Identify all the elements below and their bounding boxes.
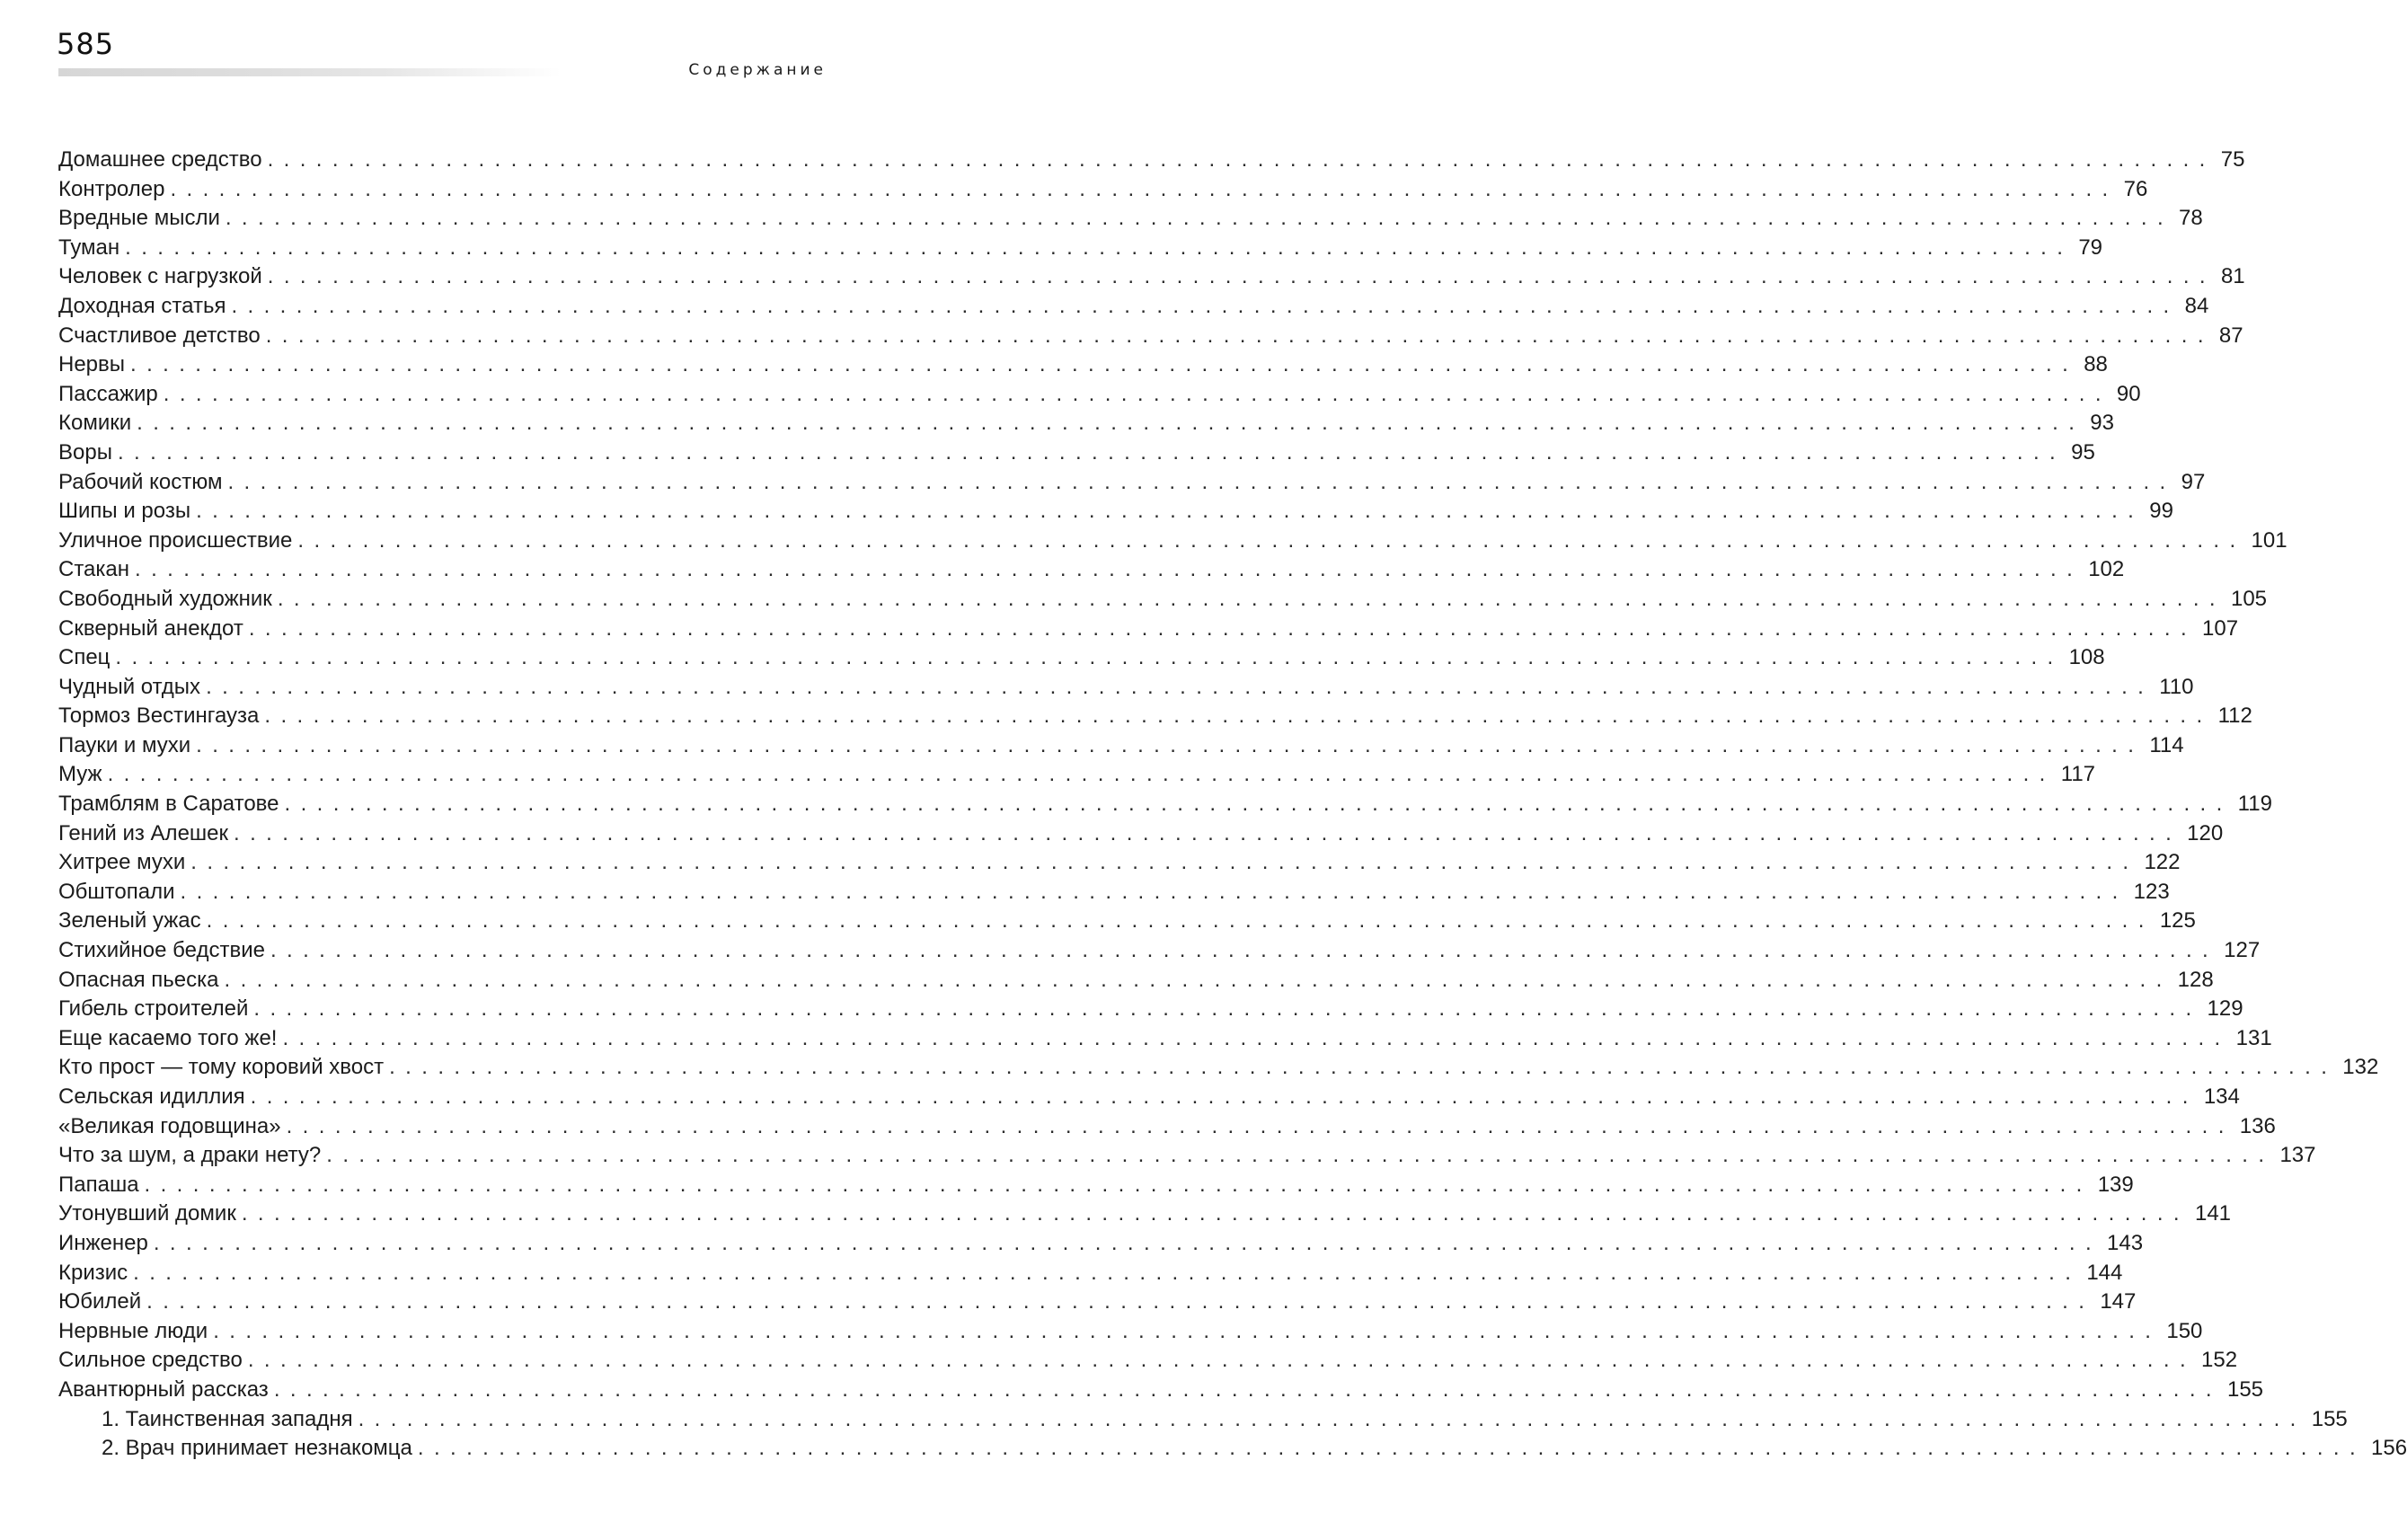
- toc-entry-page: 84: [2184, 293, 2209, 318]
- dot-leader: ........................................................................................................................: [250, 1084, 2199, 1109]
- dot-leader: ........................................................................................................................: [137, 411, 2085, 436]
- toc-entry-title: Гений из Алешек: [58, 820, 229, 845]
- dot-leader: ........................................................................................................................: [125, 235, 2074, 260]
- toc-entry-title: Доходная статья: [58, 293, 226, 318]
- dot-leader: ........................................................................................................................: [225, 206, 2174, 231]
- toc-entry-page: 127: [2224, 938, 2261, 963]
- toc-entry-page: 150: [2166, 1318, 2203, 1343]
- dot-leader: ........................................................................................................................: [227, 469, 2176, 494]
- toc-entry: [58, 673, 2194, 703]
- toc-subentry: [58, 1405, 2348, 1435]
- toc-entry: [58, 1112, 2276, 1142]
- dot-leader: ........................................................................................................................: [253, 996, 2202, 1022]
- dot-leader: ........................................................................................................................: [146, 1289, 2095, 1314]
- dot-leader: ........................................................................................................................: [358, 1406, 2306, 1431]
- toc-entry-page: 101: [2251, 527, 2288, 553]
- dot-leader: ........................................................................................................................: [264, 704, 2213, 729]
- toc-entry: [58, 175, 2148, 205]
- toc-entry-title: Еще касаемо того же!: [58, 1025, 278, 1050]
- toc-entry-page: 143: [2107, 1230, 2144, 1255]
- dot-leader: ........................................................................................................................: [277, 586, 2226, 611]
- toc-entry: [58, 907, 2196, 936]
- toc-entry-title: Рабочий костюм: [58, 469, 223, 494]
- toc-entry-page: 134: [2203, 1084, 2240, 1109]
- toc-entry: [58, 643, 2105, 673]
- toc-entry-page: 129: [2207, 996, 2243, 1022]
- toc-entry-title: Шипы и розы: [58, 499, 191, 524]
- toc-entry: [58, 262, 2245, 292]
- dot-leader: ........................................................................................................................: [153, 1230, 2102, 1255]
- toc-entry-page: 132: [2342, 1055, 2379, 1080]
- toc-entry-title: Муж: [58, 762, 102, 787]
- dot-leader: ........................................................................................................................: [282, 1025, 2231, 1050]
- toc-entry-title: Тормоз Вестингауза: [58, 704, 260, 729]
- toc-entry: [58, 995, 2243, 1024]
- dot-leader: ........................................................................................................................: [163, 381, 2111, 406]
- toc-entry-page: 136: [2239, 1113, 2276, 1138]
- dot-leader: ........................................................................................................................: [170, 176, 2119, 201]
- toc-entry-title: Уличное происшествие: [58, 527, 293, 553]
- toc-entry-page: 81: [2220, 264, 2245, 289]
- toc-entry-title: Скверный анекдот: [58, 615, 243, 641]
- toc-entry: [58, 146, 2245, 175]
- toc-entry-page: 107: [2202, 615, 2239, 641]
- dot-leader: ........................................................................................................................: [115, 645, 2064, 670]
- toc-entry: [58, 1024, 2272, 1054]
- page-number: 585: [57, 27, 115, 61]
- toc-entry-page: 90: [2116, 381, 2141, 406]
- toc-entry-title: Комики: [58, 411, 132, 436]
- toc-entry-page: 114: [2149, 732, 2184, 757]
- toc-entry: [58, 292, 2209, 322]
- toc-entry: [58, 234, 2103, 263]
- dot-leader: ........................................................................................................................: [267, 264, 2216, 289]
- dot-leader: ........................................................................................................................: [196, 732, 2145, 757]
- dot-leader: ........................................................................................................................: [297, 527, 2246, 553]
- toc-entry-page: 79: [2078, 235, 2103, 260]
- dot-leader: ........................................................................................................................: [231, 293, 2180, 318]
- toc-entry-title: Юбилей: [58, 1289, 142, 1314]
- toc-entry-page: 88: [2084, 352, 2108, 377]
- toc-entry: [58, 615, 2239, 644]
- dot-leader: ........................................................................................................................: [224, 967, 2172, 992]
- dot-leader: ........................................................................................................................: [265, 323, 2214, 348]
- toc-entry-page: 155: [2311, 1406, 2348, 1431]
- toc-entry-title: Зеленый ужас: [58, 908, 201, 934]
- dot-leader: ........................................................................................................................: [206, 908, 2155, 934]
- toc-entry: [58, 1346, 2238, 1376]
- toc-entry: [58, 1376, 2264, 1405]
- header-rule: [58, 68, 562, 76]
- toc-entry: [58, 1053, 2379, 1083]
- toc-entry-title: Нервные люди: [58, 1318, 208, 1343]
- dot-leader: ........................................................................................................................: [180, 879, 2128, 904]
- toc-entry: [58, 1141, 2316, 1171]
- toc-entry-title: Гибель строителей: [58, 996, 249, 1022]
- toc-entry: [58, 380, 2141, 410]
- toc-entry-page: 110: [2159, 674, 2194, 699]
- toc-entry: [58, 1199, 2232, 1229]
- toc-entry-title: Счастливое детство: [58, 323, 261, 348]
- dot-leader: ........................................................................................................................: [213, 1318, 2162, 1343]
- toc-entry: [58, 1288, 2137, 1317]
- toc-entry-page: 95: [2071, 439, 2095, 465]
- toc-entry: [58, 1083, 2240, 1112]
- dot-leader: ........................................................................................................................: [389, 1055, 2338, 1080]
- dot-leader: ........................................................................................................................: [326, 1143, 2275, 1168]
- toc-entry: [58, 585, 2268, 615]
- toc-entry: [58, 760, 2096, 790]
- toc-entry-page: 125: [2159, 908, 2196, 934]
- dot-leader: ........................................................................................................................: [190, 850, 2139, 875]
- toc-entry-title: Домашнее средство: [58, 147, 262, 172]
- toc-entry-title: Человек с нагрузкой: [58, 264, 262, 289]
- toc-entry-title: Вредные мысли: [58, 206, 220, 231]
- toc-entry: [58, 497, 2173, 527]
- table-of-contents: [58, 146, 2407, 1464]
- toc-entry-title: Что за шум, а драки нету?: [58, 1143, 322, 1168]
- dot-leader: ........................................................................................................................: [247, 1348, 2197, 1373]
- toc-entry-title: Трамблям в Саратове: [58, 792, 279, 817]
- toc-entry: [58, 848, 2181, 878]
- toc-entry: [58, 1171, 2134, 1200]
- toc-entry-page: 128: [2177, 967, 2214, 992]
- toc-entry-title: Свободный художник: [58, 586, 272, 611]
- toc-entry-title: Воры: [58, 439, 112, 465]
- dot-leader: ........................................................................................................................: [234, 820, 2182, 845]
- toc-entry-page: 97: [2181, 469, 2206, 494]
- toc-entry: [58, 936, 2261, 966]
- toc-entry-page: 141: [2194, 1201, 2232, 1226]
- toc-entry-title: Контролер: [58, 176, 165, 201]
- toc-entry-title: Кто прост — тому коровий хвост: [58, 1055, 385, 1080]
- toc-entry-title: Туман: [58, 235, 120, 260]
- toc-entry-page: 155: [2226, 1376, 2264, 1402]
- toc-entry: [58, 322, 2243, 351]
- toc-entry-title: Утонувший домик: [58, 1201, 236, 1226]
- toc-entry: [58, 438, 2095, 468]
- toc-entry-title: Спец: [58, 645, 111, 670]
- toc-entry: [58, 204, 2203, 234]
- toc-entry-page: 123: [2133, 879, 2170, 904]
- toc-entry-page: 87: [2218, 323, 2243, 348]
- toc-entry-page: 78: [2179, 206, 2203, 231]
- toc-entry: [58, 468, 2206, 498]
- toc-entry-title: Инженер: [58, 1230, 148, 1255]
- toc-entry-page: 119: [2237, 792, 2272, 817]
- toc-entry-page: 93: [2090, 411, 2114, 436]
- toc-entry-title: Стакан: [58, 557, 130, 582]
- toc-entry-title: Обштопали: [58, 879, 175, 904]
- toc-entry-page: 108: [2068, 645, 2105, 670]
- toc-entry: [58, 555, 2125, 585]
- toc-entry-title: Опасная пьеска: [58, 967, 219, 992]
- dot-leader: ........................................................................................................................: [284, 792, 2233, 817]
- dot-leader: ........................................................................................................................: [248, 615, 2198, 641]
- toc-entry-page: 152: [2201, 1348, 2238, 1373]
- toc-entry-title: «Великая годовщина»: [58, 1113, 281, 1138]
- toc-entry-title: Авантюрный рассказ: [58, 1376, 269, 1402]
- toc-entry: [58, 1317, 2203, 1347]
- toc-entry-page: 147: [2100, 1289, 2137, 1314]
- toc-entry-title: Кризис: [58, 1260, 128, 1285]
- dot-leader: ........................................................................................................................: [133, 1260, 2082, 1285]
- toc-entry-page: 105: [2230, 586, 2268, 611]
- dot-leader: ........................................................................................................................: [206, 674, 2155, 699]
- toc-entry-page: 75: [2220, 147, 2245, 172]
- toc-entry-title: Папаша: [58, 1172, 139, 1197]
- toc-entry-page: 156: [2371, 1436, 2407, 1461]
- toc-entry-page: 131: [2235, 1025, 2272, 1050]
- toc-entry-page: 137: [2279, 1143, 2316, 1168]
- dot-leader: ........................................................................................................................: [270, 938, 2219, 963]
- toc-entry-title: Пауки и мухи: [58, 732, 191, 757]
- toc-entry-page: 76: [2123, 176, 2148, 201]
- toc-entry-page: 144: [2086, 1260, 2123, 1285]
- toc-entry: [58, 527, 2288, 556]
- toc-entry-page: 117: [2060, 762, 2096, 787]
- toc-entry: [58, 819, 2224, 849]
- dot-leader: ........................................................................................................................: [417, 1436, 2367, 1461]
- toc-entry-title: Чудный отдых: [58, 674, 201, 699]
- toc-entry: [58, 1259, 2123, 1288]
- dot-leader: ........................................................................................................................: [241, 1201, 2190, 1226]
- toc-entry-page: 122: [2144, 850, 2181, 875]
- dot-leader: ........................................................................................................................: [286, 1113, 2234, 1138]
- dot-leader: ........................................................................................................................: [130, 352, 2079, 377]
- toc-entry: [58, 731, 2184, 761]
- toc-entry: [58, 878, 2170, 907]
- toc-entry: [58, 1229, 2144, 1259]
- toc-entry: [58, 790, 2272, 819]
- toc-entry: [58, 966, 2214, 996]
- toc-entry-title: 1. Таинственная западня: [102, 1406, 353, 1431]
- dot-leader: ........................................................................................................................: [144, 1172, 2093, 1197]
- toc-entry-page: 139: [2097, 1172, 2134, 1197]
- dot-leader: ........................................................................................................................: [196, 499, 2145, 524]
- dot-leader: ........................................................................................................................: [117, 439, 2066, 465]
- toc-entry-title: Хитрее мухи: [58, 850, 186, 875]
- toc-entry: [58, 702, 2252, 731]
- toc-entry-title: 2. Врач принимает незнакомца: [102, 1436, 412, 1461]
- toc-entry-title: Пассажир: [58, 381, 158, 406]
- toc-entry-title: Сильное средство: [58, 1348, 243, 1373]
- toc-entry-title: Сельская идиллия: [58, 1084, 245, 1109]
- dot-leader: ........................................................................................................................: [107, 762, 2056, 787]
- toc-entry: [58, 350, 2108, 380]
- toc-entry-page: 112: [2217, 704, 2252, 729]
- running-title: Содержание: [688, 61, 827, 79]
- toc-entry-title: Нервы: [58, 352, 126, 377]
- toc-entry-title: Стихийное бедствие: [58, 938, 265, 963]
- dot-leader: ........................................................................................................................: [267, 147, 2216, 172]
- dot-leader: ........................................................................................................................: [135, 557, 2084, 582]
- toc-entry-page: 99: [2149, 499, 2173, 524]
- dot-leader: ........................................................................................................................: [273, 1376, 2222, 1402]
- toc-entry-page: 102: [2088, 557, 2125, 582]
- toc-entry-page: 120: [2187, 820, 2224, 845]
- toc-entry: [58, 409, 2114, 438]
- toc-subentry: [58, 1434, 2407, 1464]
